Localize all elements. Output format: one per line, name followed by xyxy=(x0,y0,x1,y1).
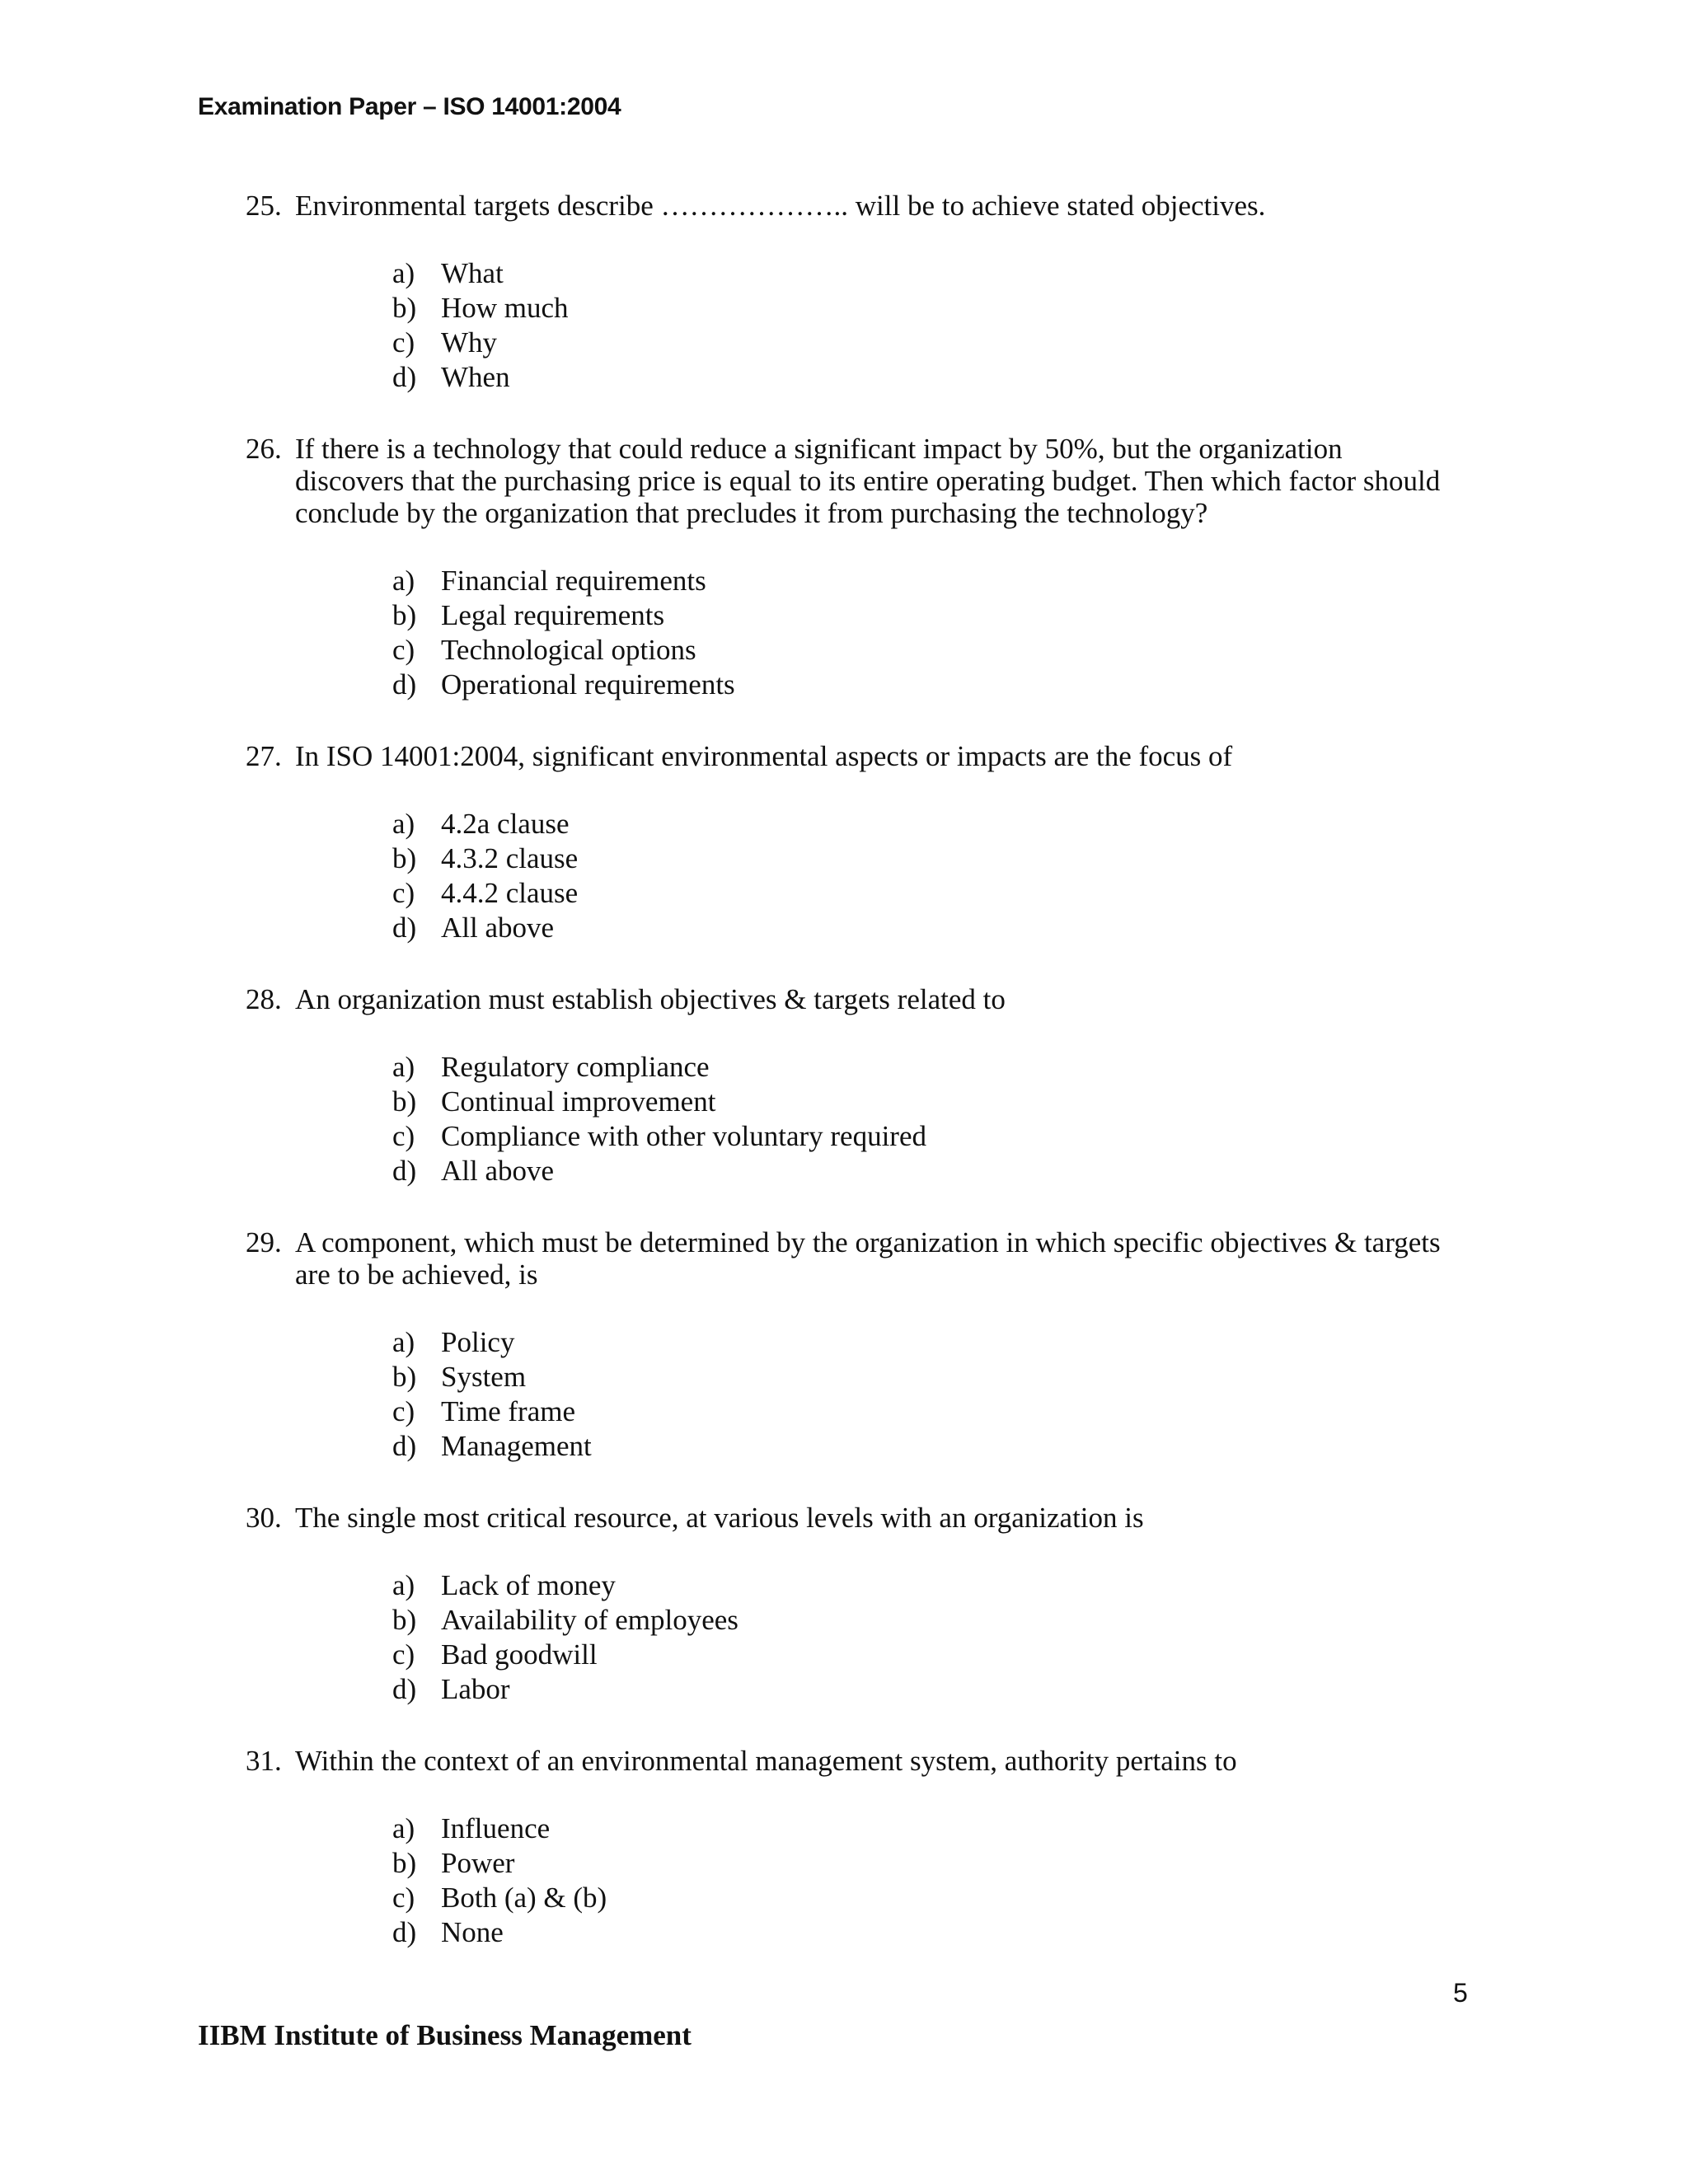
option-a xyxy=(392,1811,1449,1846)
option-text: Time frame xyxy=(441,1395,575,1427)
option-text: Lack of money xyxy=(441,1569,616,1601)
option-text: 4.4.2 clause xyxy=(441,877,579,909)
option-letter: a) xyxy=(392,1569,415,1601)
option-letter: d) xyxy=(392,1673,417,1705)
option-text: Influence xyxy=(441,1812,551,1844)
option-text: Labor xyxy=(441,1673,510,1705)
option-letter: a) xyxy=(392,1051,415,1083)
option-letter: d) xyxy=(392,912,417,944)
option-letter: d) xyxy=(392,361,417,393)
option-letter: a) xyxy=(392,565,415,597)
option-a xyxy=(392,1325,1449,1360)
option-letter: d) xyxy=(392,1430,417,1462)
page-number: 5 xyxy=(1453,1978,1468,2008)
option-list xyxy=(246,564,1449,702)
option-b xyxy=(392,1603,1449,1638)
option-letter: a) xyxy=(392,808,415,840)
option-letter: d) xyxy=(392,1916,417,1948)
option-text: What xyxy=(441,257,504,289)
question-29 xyxy=(246,1226,1449,1464)
question-28 xyxy=(246,983,1449,1188)
option-c xyxy=(392,1638,1449,1672)
option-b xyxy=(392,841,1449,876)
option-a xyxy=(392,564,1449,598)
option-text: Legal requirements xyxy=(441,599,665,631)
option-letter: d) xyxy=(392,1155,417,1187)
question-body: Within the context of an environmental management system, authority pertains to xyxy=(295,1745,1237,1777)
question-number: 25. xyxy=(246,190,282,222)
option-text: Why xyxy=(441,326,498,359)
option-letter: a) xyxy=(392,257,415,289)
question-text xyxy=(246,433,1449,529)
question-text xyxy=(246,740,1449,772)
option-a xyxy=(392,256,1449,291)
option-letter: b) xyxy=(392,599,417,631)
option-d xyxy=(392,360,1449,395)
option-letter: c) xyxy=(392,1882,415,1914)
option-d xyxy=(392,1429,1449,1464)
option-a xyxy=(392,1050,1449,1085)
question-number: 29. xyxy=(246,1226,282,1258)
option-d xyxy=(392,1154,1449,1188)
option-letter: b) xyxy=(392,1361,417,1393)
option-b xyxy=(392,1846,1449,1881)
question-list xyxy=(246,190,1449,1988)
option-letter: c) xyxy=(392,1120,415,1152)
option-text: Financial requirements xyxy=(441,565,706,597)
option-d xyxy=(392,1672,1449,1707)
question-text xyxy=(246,983,1449,1015)
question-number: 26. xyxy=(246,433,282,465)
option-text: Power xyxy=(441,1847,515,1879)
question-body: An organization must establish objectives & targets related to xyxy=(295,983,1006,1015)
footer-institution: IIBM Institute of Business Management xyxy=(198,2019,692,2051)
option-c xyxy=(392,1119,1449,1154)
question-26 xyxy=(246,433,1449,702)
option-letter: c) xyxy=(392,1395,415,1427)
option-text: Availability of employees xyxy=(441,1604,738,1636)
option-letter: b) xyxy=(392,1604,417,1636)
option-b xyxy=(392,598,1449,633)
option-letter: d) xyxy=(392,668,417,701)
option-list xyxy=(246,1811,1449,1950)
option-text: All above xyxy=(441,1155,555,1187)
option-list xyxy=(246,807,1449,945)
option-list xyxy=(246,256,1449,395)
option-text: Management xyxy=(441,1430,592,1462)
option-text: Technological options xyxy=(441,634,696,666)
question-31 xyxy=(246,1745,1449,1950)
option-list xyxy=(246,1568,1449,1707)
option-d xyxy=(392,668,1449,702)
option-letter: b) xyxy=(392,1847,417,1879)
option-text: Regulatory compliance xyxy=(441,1051,710,1083)
question-text xyxy=(246,1226,1449,1291)
question-body: The single most critical resource, at various levels with an organization is xyxy=(295,1502,1144,1534)
option-text: Both (a) & (b) xyxy=(441,1882,607,1914)
option-text: 4.2a clause xyxy=(441,808,570,840)
option-letter: c) xyxy=(392,1638,415,1671)
option-c xyxy=(392,633,1449,668)
question-text xyxy=(246,1502,1449,1534)
option-b xyxy=(392,1360,1449,1394)
option-letter: c) xyxy=(392,634,415,666)
question-number: 31. xyxy=(246,1745,282,1777)
question-27 xyxy=(246,740,1449,945)
question-body: Environmental targets describe ……………….. will be to achieve stated objectives. xyxy=(295,190,1266,222)
option-text: All above xyxy=(441,912,555,944)
question-text xyxy=(246,190,1449,222)
question-number: 30. xyxy=(246,1502,282,1534)
option-list xyxy=(246,1050,1449,1188)
option-text: None xyxy=(441,1916,504,1948)
option-text: Bad goodwill xyxy=(441,1638,598,1671)
page-header-title: Examination Paper – ISO 14001:2004 xyxy=(198,93,621,120)
question-number: 28. xyxy=(246,983,282,1015)
question-body: A component, which must be determined by the organization in which specific objectives & targets are to be achieved, is xyxy=(295,1226,1441,1291)
option-list xyxy=(246,1325,1449,1464)
question-text xyxy=(246,1745,1449,1777)
option-c xyxy=(392,1394,1449,1429)
option-text: Continual improvement xyxy=(441,1085,716,1118)
option-d xyxy=(392,911,1449,945)
option-letter: c) xyxy=(392,877,415,909)
option-c xyxy=(392,326,1449,360)
option-text: Policy xyxy=(441,1326,515,1358)
option-letter: b) xyxy=(392,842,417,874)
option-letter: a) xyxy=(392,1326,415,1358)
option-c xyxy=(392,1881,1449,1915)
option-b xyxy=(392,291,1449,326)
question-body: In ISO 14001:2004, significant environmental aspects or impacts are the focus of xyxy=(295,740,1233,772)
option-text: When xyxy=(441,361,510,393)
option-letter: a) xyxy=(392,1812,415,1844)
option-b xyxy=(392,1085,1449,1119)
question-25 xyxy=(246,190,1449,395)
option-text: Operational requirements xyxy=(441,668,735,701)
option-text: System xyxy=(441,1361,527,1393)
option-text: Compliance with other voluntary required xyxy=(441,1120,927,1152)
question-30 xyxy=(246,1502,1449,1707)
question-number: 27. xyxy=(246,740,282,772)
question-body: If there is a technology that could reduce a significant impact by 50%, but the organization discovers that the purchasing price is equal to its entire operating budget. Then which factor should conclude by the organization that precludes it from purchasing the technology? xyxy=(295,433,1441,529)
option-text: 4.3.2 clause xyxy=(441,842,579,874)
option-a xyxy=(392,1568,1449,1603)
option-letter: b) xyxy=(392,1085,417,1118)
option-letter: b) xyxy=(392,292,417,324)
option-d xyxy=(392,1915,1449,1950)
option-c xyxy=(392,876,1449,911)
option-letter: c) xyxy=(392,326,415,359)
option-text: How much xyxy=(441,292,569,324)
option-a xyxy=(392,807,1449,841)
